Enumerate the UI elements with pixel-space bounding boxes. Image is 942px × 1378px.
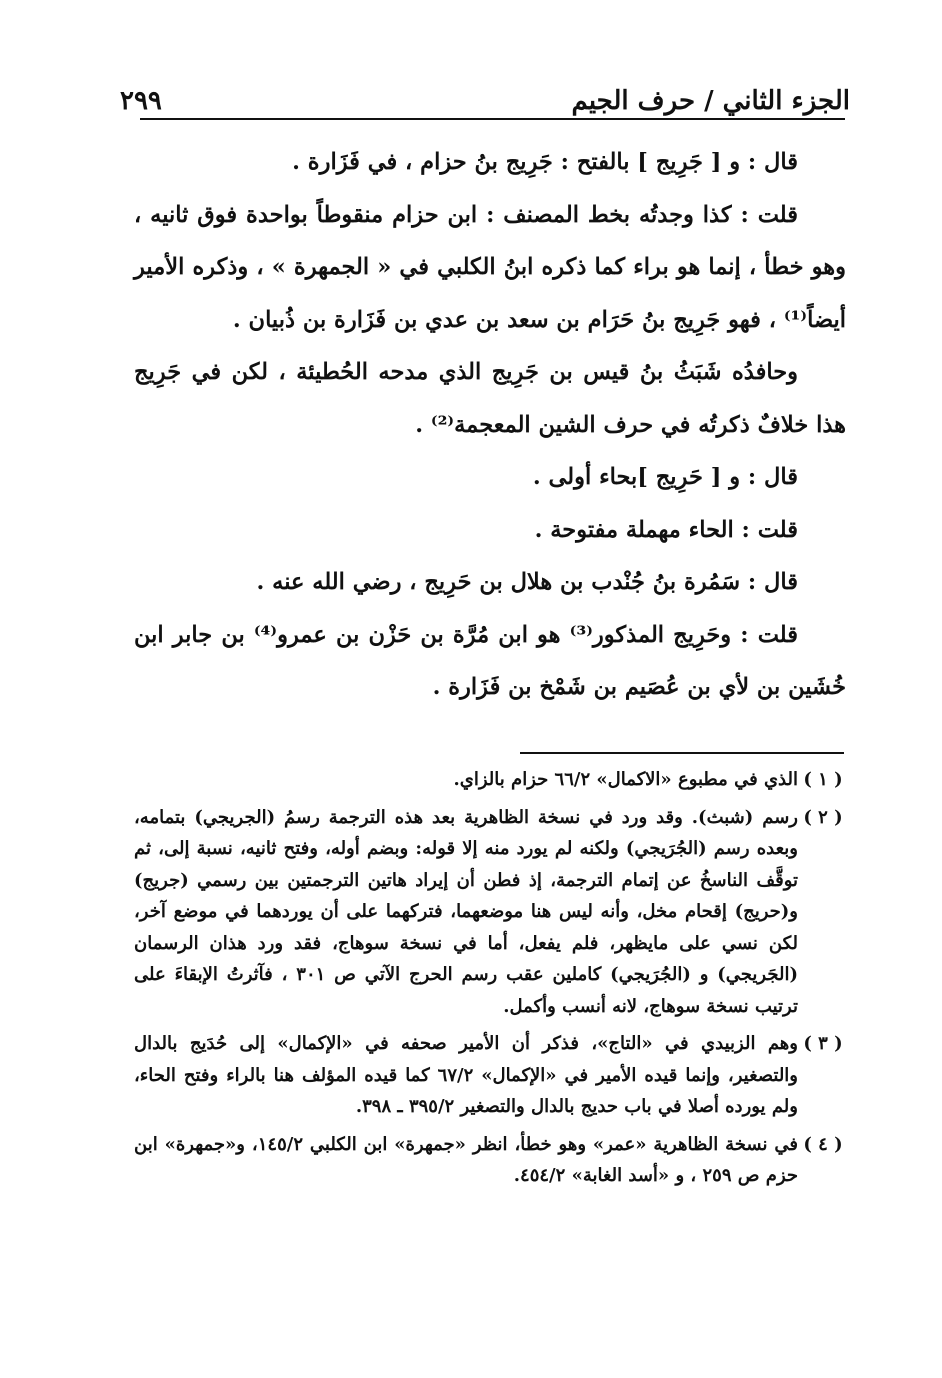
chapter-title: الجزء الثاني / حرف الجيم	[571, 86, 850, 116]
footnote	[134, 1028, 846, 1123]
footnote-text: وهم الزبيدي في «التاج»، فذكر أن الأمير صحفه في «الإكمال» إلى حُدَيج بالدال والتصغير، وإنما قيده الأمير في «الإكمال» ٦٧/٢ كما قيده المؤلف هنا بالراء وفتح الحاء، ولم يورده أصلا في باب حديج بالدال والتصغير ٣٩٥/٢ ـ ٣٩٨.	[134, 1033, 799, 1117]
footnote	[134, 764, 846, 796]
paragraph: وحافدُه شَبَثُ بنُ قيس بن جَرِيج الذي مدحه الحُطيئة ، لكن في جَرِيج هذا خلافٌ ذكرتُه في حرف الشين المعجمة⁽²⁾ .	[134, 359, 846, 438]
footnote-number: ( ١ )	[803, 769, 843, 790]
paragraph: قال : سَمُرة بنُ جُنْدب بن هلال بن حَرِيج ، رضي الله عنه .	[256, 569, 798, 595]
paragraph: قال : و [ حَرِيج ]بحاء أولى .	[532, 464, 798, 490]
footnote-text: في نسخة الظاهرية «عمر» وهو خطأ، انظر «جمهرة» ابن الكلبي ١٤٥/٢، و«جمهرة» ابن حزم ص ٢٥٩ ، و «أسد الغابة» ٤٥٤/٢.	[134, 1133, 798, 1186]
running-header	[120, 68, 850, 116]
main-text	[134, 136, 846, 714]
footnote	[134, 1129, 846, 1192]
header-divider	[140, 118, 845, 120]
footnote-number: ( ٢ )	[803, 806, 843, 828]
paragraph: قلت : كذا وجدتُه بخط المصنف : ابن حزام منقوطاً بواحدة فوق ثانيه ، وهو خطأ ، إنما هو براء كما ذكره ابنُ الكلبي في « الجمهرة » ، وذكره الأمير أيضاً⁽¹⁾ ، فهو جَرِيج بنُ حَرَام بن سعد بن عدي بن فَزَارة بن ذُبيان .	[134, 201, 846, 333]
footnote-number: ( ٣ )	[803, 1033, 843, 1054]
footnote-divider	[520, 752, 844, 754]
footnote-text: رسم (شبث). وقد ورد في نسخة الظاهرية بعد هذه الترجمة رسمُ (الجريجي) بتمامه، وبعده رسم (الجُرَيجي) ولكنه لم يورد منه إلا قوله: وبضم أوله، وفتح ثانيه، نسبة إلى، ثم توقَّف الناسخُ عن إتمام الترجمة، إذ فطن أن إيراد هاتين الترجمتين بين رسمي (جريج) و(حريج) إقحام مخل، وأنه ليس هنا موضعهما، فتركهما على أن يوردهما في موضع آخر، لكن نسي على مايظهر، فلم يفعل، أما في نسخة سوهاج، فقد ورد هذان الرسمان (الجَريجي) و (الجُرَيجي) كاملين عقب رسم الحرج الآتي ص ٣٠١ ، فآثرتُ الإبقاءَ على ترتيب نسخة سوهاج، لانه أنسب وأكمل.	[134, 806, 798, 1017]
footnote-text: الذي في مطبوع «الاكمال» ٦٦/٢ حزام بالزاي.	[453, 769, 798, 790]
paragraph: قال : و [ جَرِيج ] بالفتح : جَرِيج بنُ حزام ، في فَزَارة .	[292, 149, 798, 175]
paragraph: قلت : الحاء مهملة مفتوحة .	[534, 516, 798, 543]
footnote	[134, 802, 846, 1023]
page-number: ٢٩٩	[120, 86, 162, 116]
footnote-number: ( ٤ )	[803, 1133, 843, 1155]
paragraph: قلت : وحَرِيج المذكور⁽³⁾ هو ابن مُرَّة بن حَزْن بن عمرو⁽⁴⁾ بن جابر ابن خُشَين بن لأي بن عُصَيم بن شَمْخ بن فَزَارة .	[134, 621, 846, 700]
footnotes	[134, 764, 846, 1198]
